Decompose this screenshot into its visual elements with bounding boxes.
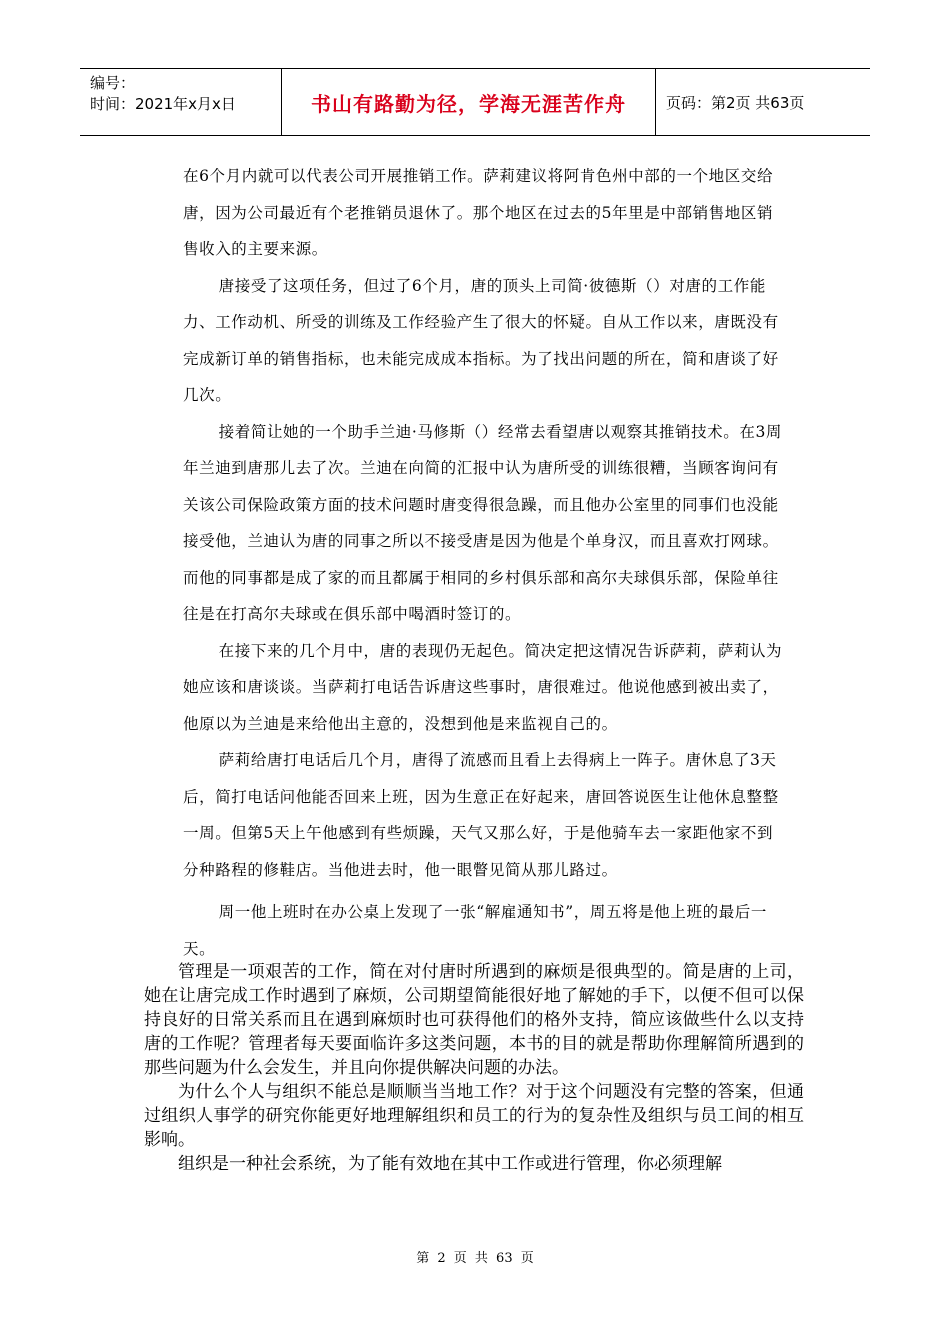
story-paragraph: 萨莉给唐打电话后几个月，唐得了流感而且看上去得病上一阵子。唐休息了3天后，简打电话问他能否回来上班，因为生意正在好起来，唐回答说医生让他休息整整一周。但第5天上午他感到有些烦躁，天气又那么好，于是他骑车去一家距他家不到分种路程的修鞋店。当他进去时，他一眼瞥见简从那儿路过。 bbox=[183, 751, 779, 879]
header-table bbox=[80, 68, 870, 136]
story-paragraph: 接着简让她的一个助手兰迪·马修斯（）经常去看望唐以观察其推销技术。在3周年兰迪到唐那儿去了次。兰迪在向简的汇报中认为唐所受的训练很糟，当顾客询问有关该公司保险政策方面的技术问题时唐变得很急躁，而且他办公室里的同事们也没能接受他，兰迪认为唐的同事之所以不接受唐是因为他是个单身汉，而且喜欢打网球。而他的同事都是成了家的而且都属于相同的乡村俱乐部和高尔夫球俱乐部，保险单往往是在打高尔夫球或在俱乐部中喝酒时签订的。 bbox=[183, 422, 783, 623]
commentary bbox=[144, 960, 804, 1176]
header-meta-cell bbox=[80, 69, 282, 135]
story-paragraph: 在接下来的几个月中，唐的表现仍无起色。简决定把这情况告诉萨莉，萨莉认为她应该和唐谈谈。当萨莉打电话告诉唐这些事时，唐很难过。他说他感到被出卖了，他原以为兰迪是来给他出主意的，没想到他是来监视自己的。 bbox=[183, 641, 783, 733]
page-footer: 第 2 页 共 63 页 bbox=[416, 1251, 534, 1266]
motto: 书山有路勤为径，学海无涯苦作舟 bbox=[311, 91, 626, 116]
body-paragraph: 管理是一项艰苦的工作，简在对付唐时所遇到的麻烦是很典型的。简是唐的上司，她在让唐完成工作时遇到了麻烦，公司期望简能很好地了解她的手下，以便不但可以保持良好的日常关系而且在遇到麻烦时也可获得他们的格外支持，简应该做些什么以支持唐的工作呢？管理者每天要面临许多这类问题，本书的目的就是帮助你理解简所遇到的那些问题为什么会发生，并且向你提供解决问题的办法。 bbox=[144, 962, 804, 1078]
case-story bbox=[183, 158, 783, 967]
story-paragraph: 唐接受了这项任务，但过了6个月，唐的顶头上司简·彼德斯（）对唐的工作能力、工作动机、所受的训练及工作经验产生了很大的怀疑。自从工作以来，唐既没有完成新订单的销售指标，也未能完成成本指标。为了找出问题的所在，简和唐谈了好几次。 bbox=[183, 276, 779, 404]
story-paragraph: 在6个月内就可以代表公司开展推销工作。萨莉建议将阿肯色州中部的一个地区交给唐，因为公司最近有个老推销员退休了。那个地区在过去的5年里是中部销售地区销售收入的主要来源。 bbox=[183, 167, 774, 258]
header-motto-cell bbox=[282, 69, 656, 135]
header-page-cell bbox=[656, 69, 870, 135]
story-paragraph: 周一他上班时在办公桌上发现了一张“解雇通知书”，周五将是他上班的最后一天。 bbox=[183, 903, 767, 958]
body-paragraph: 为什么个人与组织不能总是顺顺当当地工作？对于这个问题没有完整的答案，但通过组织人事学的研究你能更好地理解组织和员工的行为的复杂性及组织与员工间的相互影响。 bbox=[144, 1082, 804, 1150]
number-label: 编号： bbox=[90, 74, 136, 92]
page-info: 页码：第2页 共63页 bbox=[666, 93, 805, 112]
date-label: 时间：2021年x月x日 bbox=[90, 95, 236, 113]
body-paragraph: 组织是一种社会系统，为了能有效地在其中工作或进行管理，你必须理解 bbox=[178, 1154, 722, 1174]
